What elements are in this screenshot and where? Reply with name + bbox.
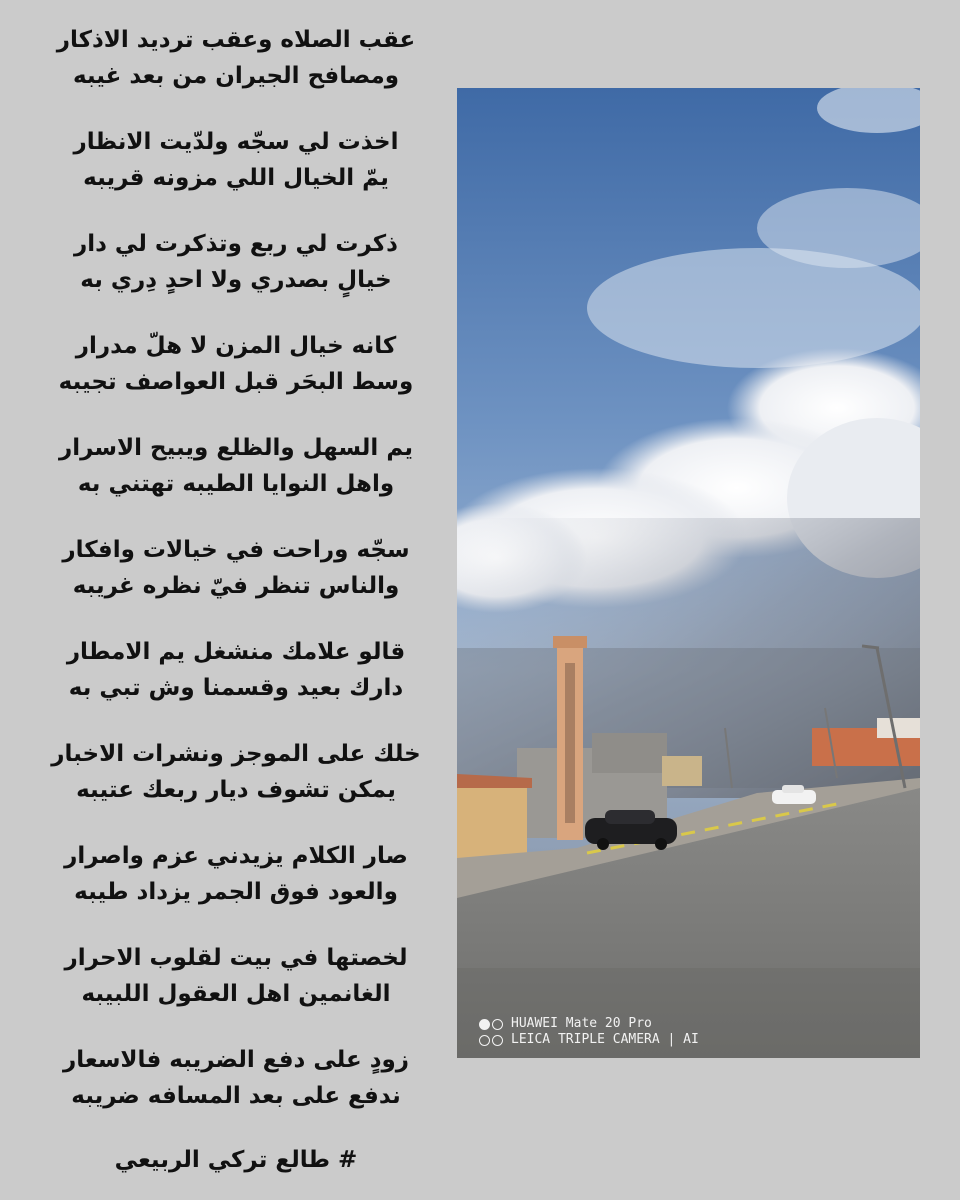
poem-line: دارك بعيد وقسمنا وش تبي به — [68, 675, 404, 701]
poem-line: والعود فوق الجمر يزداد طيبه — [74, 879, 398, 905]
poem-line: اخذت لي سجّه ولدّيت الانظار — [73, 129, 399, 155]
poem — [38, 22, 434, 1178]
poem-line: زودٍ على دفع الضريبه فالاسعار — [62, 1047, 410, 1073]
poem-line: يمّ الخيال اللي مزونه قريبه — [83, 165, 389, 191]
stanza — [38, 226, 434, 298]
poem-line: الغانمين اهل العقول اللبيبه — [81, 981, 391, 1007]
poem-line: ندفع على بعد المسافه ضريبه — [71, 1083, 401, 1109]
poem-line: قالو علامك منشغل يم الامطار — [66, 639, 406, 665]
camera-watermark — [479, 1016, 699, 1048]
stanza — [38, 736, 434, 808]
poem-line: خلك على الموجز ونشرات الاخبار — [51, 741, 421, 767]
watermark-model: HUAWEI Mate 20 Pro — [511, 1016, 652, 1031]
poem-line: وسط البحَر قبل العواصف تجيبه — [58, 369, 414, 395]
poem-line: ومصافح الجيران من بعد غيبه — [72, 63, 400, 89]
poem-line: صار الكلام يزيدني عزم واصرار — [64, 843, 408, 869]
poem-line: والناس تنظر فيّ نظره غريبه — [72, 573, 400, 599]
street-photo — [457, 88, 920, 1058]
stanza — [38, 940, 434, 1012]
stanza — [38, 124, 434, 196]
stanza — [38, 634, 434, 706]
poem-line: عقب الصلاه وعقب ترديد الاذكار — [56, 27, 416, 53]
poem-line: يم السهل والظلع ويبيح الاسرار — [58, 435, 413, 461]
poem-line: لخصتها في بيت لقلوب الاحرار — [64, 945, 408, 971]
poem-line: ذكرت لي ربع وتذكرت لي دار — [74, 231, 398, 257]
poem-line: سجّه وراحت في خيالات وافكار — [62, 537, 410, 563]
poem-line: كانه خيال المزن لا هلّ مدرار — [75, 333, 397, 359]
watermark-camera: LEICA TRIPLE CAMERA | AI — [511, 1032, 699, 1047]
photo-illustration — [457, 88, 920, 1058]
stanza — [38, 328, 434, 400]
lens-icon — [479, 1019, 503, 1030]
stanza — [38, 22, 434, 94]
poem-line: خيالٍ بصدري ولا احدٍ دِري به — [80, 267, 392, 293]
poem-line: يمكن تشوف ديار ربعك عتيبه — [76, 777, 396, 803]
poem-line: واهل النوايا الطيبه تهتني به — [77, 471, 395, 497]
stanza — [38, 1042, 434, 1114]
poet-signature: # طالع تركي الربيعي — [114, 1147, 358, 1173]
stanza — [38, 430, 434, 502]
stanza — [38, 838, 434, 910]
stanza — [38, 532, 434, 604]
lens-icon — [479, 1035, 503, 1046]
